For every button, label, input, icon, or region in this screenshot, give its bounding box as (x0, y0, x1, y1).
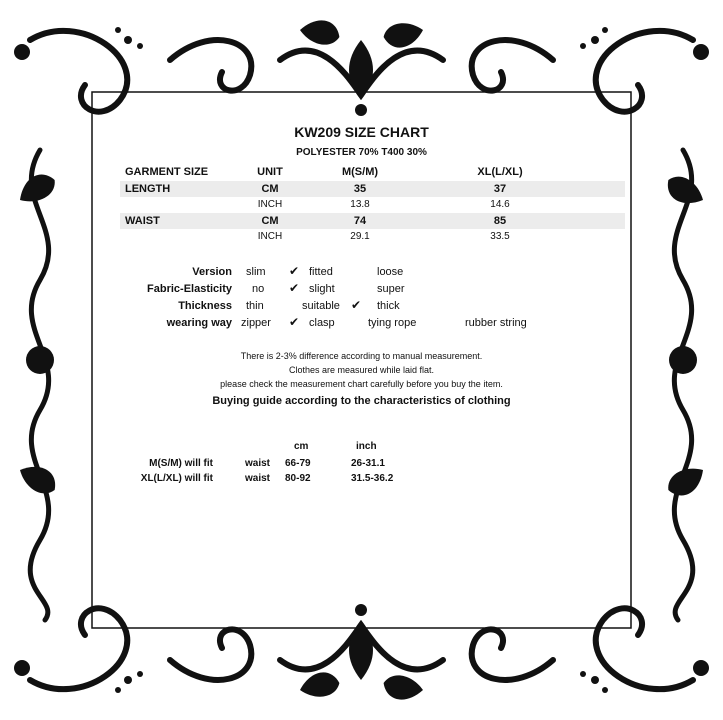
attribute-label: Thickness (178, 300, 232, 312)
table-row-m: 29.1 (350, 231, 370, 242)
attribute-option: no (252, 283, 265, 295)
table-row-xl: 37 (493, 183, 507, 195)
table-row-m: 74 (353, 215, 367, 227)
col-m: M(S/M) (341, 166, 379, 178)
fit-part: waist (245, 473, 271, 484)
attribute-option: tying rope (368, 317, 417, 329)
fabric-composition: POLYESTER 70% T400 30% (296, 147, 427, 158)
attribute-option: thin (246, 300, 264, 312)
fit-cm: 80-92 (285, 473, 311, 484)
table-row-unit: INCH (257, 199, 283, 210)
buying-guide-title: Buying guide according to the characteristics of clothing (212, 395, 511, 407)
table-row-xl: 33.5 (490, 231, 510, 242)
table-row-unit: INCH (257, 231, 283, 242)
table-row-xl: 85 (493, 215, 507, 227)
table-row-unit: CM (261, 183, 279, 195)
note-line: please check the measurement chart carefully before you buy the item. (220, 379, 503, 389)
fit-cm: 66-79 (285, 458, 311, 469)
note-line: Clothes are measured while laid flat. (288, 365, 435, 375)
note-line: There is 2-3% difference according to manual measurement. (240, 351, 483, 361)
check-icon: ✔ (289, 315, 300, 329)
fit-part: waist (245, 458, 271, 469)
check-icon: ✔ (289, 264, 300, 278)
table-row-measure: LENGTH (125, 183, 171, 195)
table-row-measure: WAIST (125, 215, 160, 227)
attribute-option: loose (377, 266, 404, 278)
fit-inch: 26-31.1 (351, 458, 385, 469)
col-cm: cm (294, 441, 309, 452)
attribute-option: thick (377, 300, 400, 312)
col-inch: inch (356, 441, 377, 452)
attribute-option: clasp (309, 317, 335, 329)
attribute-option: rubber string (465, 317, 527, 329)
attribute-option: slim (246, 266, 266, 278)
attribute-option: zipper (241, 317, 271, 329)
attribute-label: Fabric-Elasticity (147, 283, 232, 295)
table-row-m: 13.8 (350, 199, 370, 210)
check-icon: ✔ (289, 281, 300, 295)
attribute-option: fitted (309, 266, 333, 278)
attribute-option: slight (309, 283, 335, 295)
attribute-label: wearing way (166, 317, 232, 329)
fit-inch: 31.5-36.2 (351, 473, 394, 484)
table-row-xl: 14.6 (490, 199, 510, 210)
col-garment-size: GARMENT SIZE (125, 166, 209, 178)
fit-label: M(S/M) will fit (149, 458, 213, 469)
check-icon: ✔ (351, 298, 362, 312)
table-row-unit: CM (261, 215, 279, 227)
table-row-m: 35 (353, 183, 367, 195)
attribute-option: super (377, 283, 405, 295)
attribute-option: suitable (302, 300, 340, 312)
col-xl: XL(L/XL) (477, 166, 523, 178)
page-title: KW209 SIZE CHART (294, 124, 429, 140)
attribute-label: Version (192, 266, 232, 278)
fit-label: XL(L/XL) will fit (140, 473, 213, 484)
col-unit: UNIT (257, 166, 283, 178)
